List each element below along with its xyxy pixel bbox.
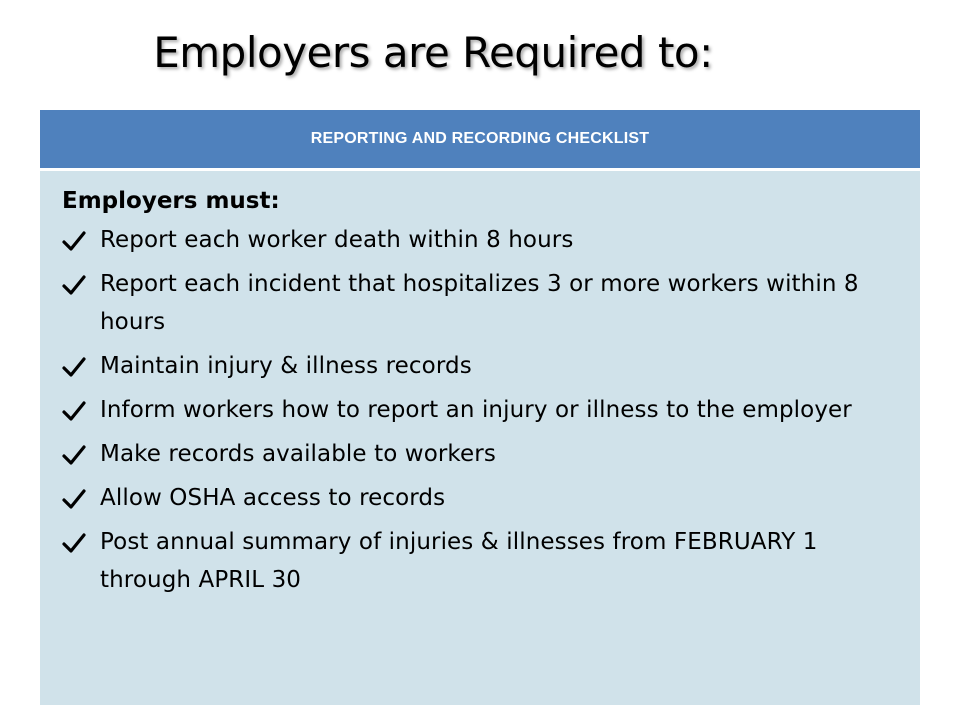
checkmark-icon (62, 479, 92, 510)
checklist-item (62, 391, 892, 429)
checklist-header-label: REPORTING AND RECORDING CHECKLIST (310, 130, 650, 147)
checkmark-icon (62, 221, 92, 252)
checklist-item (62, 265, 892, 341)
checklist-item (62, 523, 892, 599)
checklist-header (40, 110, 920, 168)
checklist-item-text: Allow OSHA access to records (100, 485, 446, 511)
checklist (62, 221, 892, 599)
checklist-item-text: Inform workers how to report an injury or illness to the employer (100, 397, 852, 423)
checklist-item (62, 435, 892, 473)
checklist-item-text: Report each incident that hospitalizes 3 or more workers within 8 hours (100, 271, 859, 335)
checklist-body (40, 171, 920, 705)
checkmark-icon (62, 347, 92, 378)
checklist-item-text: Maintain injury & illness records (100, 353, 472, 379)
checkmark-icon (62, 265, 92, 296)
checklist-item (62, 479, 892, 517)
checklist-item (62, 221, 892, 259)
checkmark-icon (62, 391, 92, 422)
checklist-item-text: Report each worker death within 8 hours (100, 227, 574, 253)
slide-title: Employers are Required to: (153, 28, 713, 77)
checkmark-icon (62, 435, 92, 466)
checklist-item (62, 347, 892, 385)
checkmark-icon (62, 523, 92, 554)
checklist-intro: Employers must: (62, 188, 280, 214)
checklist-item-text: Post annual summary of injuries & illnesses from FEBRUARY 1 through APRIL 30 (100, 529, 818, 593)
checklist-item-text: Make records available to workers (100, 441, 496, 467)
